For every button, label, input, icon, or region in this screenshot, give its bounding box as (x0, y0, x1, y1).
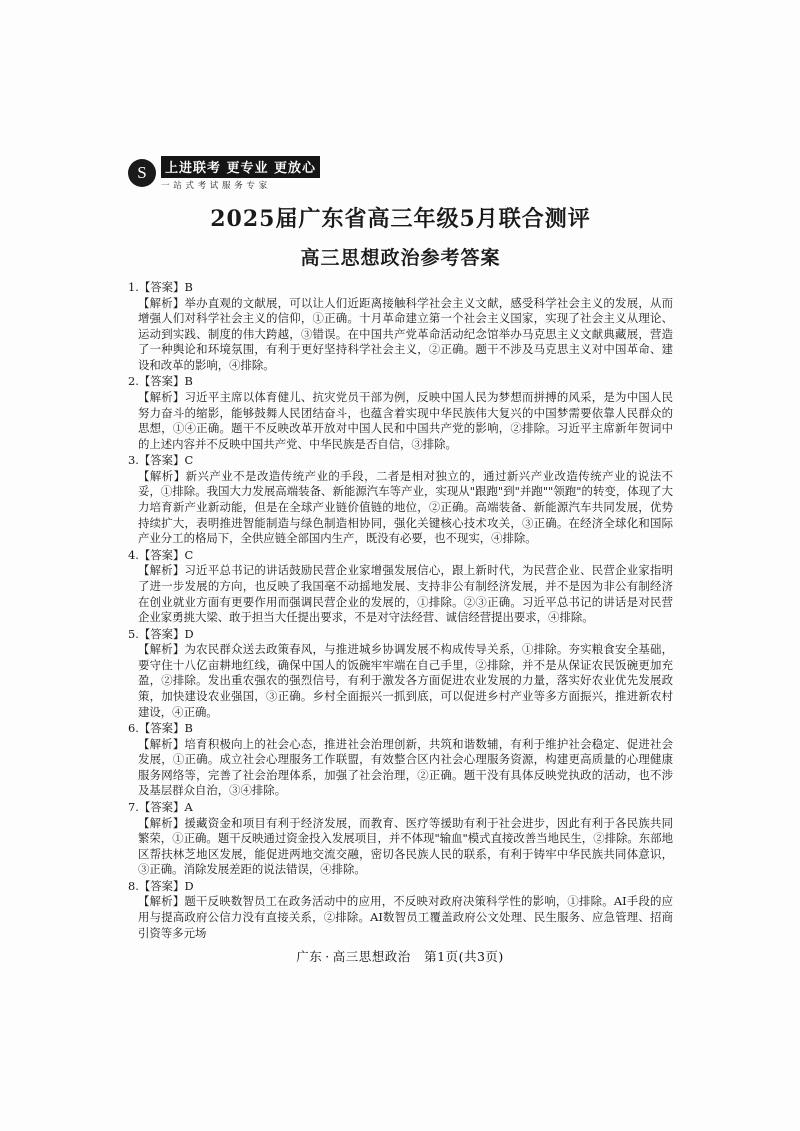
answer-choice: C (184, 547, 194, 562)
answer-line (128, 879, 673, 895)
answer-choice: B (184, 721, 193, 736)
answer-label: 【答案】 (138, 453, 185, 468)
logo-mark-icon: S (128, 159, 156, 187)
answer-label: 【答案】 (138, 280, 185, 294)
answer-number: 1. (128, 280, 139, 294)
answer-label: 【答案】 (138, 547, 185, 562)
answer-explanation: 【解析】为农民群众送去政策春风，与推进城乡协调发展不构成传导关系，①排除。夯实粮食安全基础，要守住十八亿亩耕地红线，确保中国人的饭碗牢牢端在自己手里，②排除，并不是从保证农民饭碗更加充盈，②排除。发出重农强农的强烈信号，有利于激发各方面促进农业发展的力量，落实好农业优先发展政策，加快建设农业强国，③正确。乡村全面振兴一抓到底，可以促进乡村产业等多方面振兴，推进新农村建设，④正确。 (138, 642, 673, 719)
answer-item (128, 721, 673, 799)
answer-explanation: 【解析】习近平总书记的讲话鼓励民营企业家增强发展信心，跟上新时代，为民营企业、民营企业家指明了进一步发展的方向，也反映了我国毫不动摇地发展、支持非公有制经济发展，并不是因为非公有制经济在创业就业方面有更要作用而强调民营企业的发展的，①排除。②③正确。习近平总书记的讲话是对民营企业家勇挑大梁、敢于担当大任提出要求，不是对守法经营、诚信经营提出要求，④排除。 (138, 563, 673, 625)
answer-line (128, 280, 673, 296)
answer-line (128, 800, 673, 816)
answer-choice: A (184, 800, 193, 815)
answer-choice: D (184, 626, 194, 641)
answer-number: 8. (128, 878, 139, 893)
answer-number: 4. (128, 547, 139, 562)
answer-label: 【答案】 (138, 626, 185, 641)
page-content (128, 158, 673, 942)
answer-explanation: 【解析】题干反映数智员工在政务活动中的应用，不反映对政府决策科学性的影响，①排除。AI手段的应用与提高政府公信力没有直接关系，②排除。AI数智员工覆盖政府公文处理、民生服务、应急管理、招商引资等多元场 (138, 894, 673, 940)
answer-explanation: 【解析】举办直观的文献展，可以让人们近距离接触科学社会主义文献，感受科学社会主义的发展，从而增强人们对科学社会主义的信仰，①正确。十月革命建立第一个社会主义国家，实现了社会主义从理论、运动到实践、制度的伟大跨越，③错误。在中国共产党革命活动纪念馆举办马克思主义文献典藏展，营造了一种舆论和环境氛围，有利于更好坚持科学社会主义，②正确。题干不涉及马克思主义对中国革命、建设和改革的影响，④排除。 (138, 295, 673, 372)
answer-choice: C (184, 453, 194, 468)
logo-main-text: 上进联考 更专业 更放心 (161, 156, 320, 178)
answer-explanation: 【解析】习近平主席以体育健儿、抗灾党员干部为例，反映中国人民为梦想而拼搏的风采，是为中国人民努力奋斗的缩影，能够鼓舞人民团结奋斗，也蕴含着实现中华民族伟大复兴的中国梦需要依靠人民群众的思想，①④正确。题干不反映改革开放对中国人民和中国共产党的影响，②排除。习近平主席新年贺词中的上述内容并不反映中国共产党、中华民族是否自信，③排除。 (138, 389, 673, 451)
answer-explanation: 【解析】援藏资金和项目有利于经济发展，而教育、医疗等援助有利于社会进步，因此有利于各民族共同繁荣，①正确。题干反映通过资金投入发展项目，并不体现"输血"模式直接改善当地民生，②排除。东部地区帮扶林芝地区发展，能促进两地交流交融，密切各民族人民的联系，有利于铸牢中华民族共同体意识，③正确。消除发展差距的说法错误，④排除。 (138, 815, 673, 877)
answer-number: 3. (128, 453, 139, 468)
answer-number: 2. (128, 374, 139, 389)
answer-label: 【答案】 (138, 374, 185, 389)
answer-label: 【答案】 (138, 721, 185, 736)
footer-region: 广东 (296, 949, 323, 964)
answer-label: 【答案】 (138, 800, 185, 815)
footer-separator: · (325, 949, 330, 964)
answer-line (128, 548, 673, 564)
footer-subject: 高三思想政治 (332, 949, 411, 964)
logo-text (161, 156, 320, 191)
page-title: 2025届广东省高三年级5月联合测评 (210, 206, 591, 232)
answer-choice: D (184, 878, 194, 893)
answer-line (128, 374, 673, 390)
answer-choice: B (184, 374, 193, 389)
answer-number: 6. (128, 721, 139, 736)
logo-sub-text: 一 站 式 考 试 服 务 专 家 (161, 180, 268, 191)
answer-explanation: 【解析】培育积极向上的社会心态，推进社会治理创新，共筑和谐数辅，有利于维护社会稳定、促进社会发展，①正确。成立社会心理服务工作联盟，有效整合区内社会心理服务资源，构建更高质量的心理健康服务网络等，完善了社会治理体系，加强了社会治理，②正确。题干没有具体反映党执政的活动，也不涉及基层群众自治，③④排除。 (138, 736, 673, 798)
answer-number: 5. (128, 626, 139, 641)
answer-item (128, 627, 673, 720)
answer-item (128, 800, 673, 878)
answer-line (128, 453, 673, 469)
page-footer (0, 947, 800, 965)
exam-logo (128, 158, 673, 191)
answer-line (128, 721, 673, 737)
answer-item (128, 879, 673, 941)
answer-number: 7. (128, 800, 139, 815)
answer-item (128, 280, 673, 373)
answer-choice: B (184, 280, 193, 294)
footer-page-number: 第1页(共3页) (424, 949, 504, 964)
answer-item (128, 548, 673, 626)
answer-label: 【答案】 (138, 878, 185, 893)
page-subtitle: 高三思想政治参考答案 (300, 247, 501, 269)
answer-item (128, 374, 673, 452)
answer-item (128, 453, 673, 546)
answer-explanation: 【解析】新兴产业不是改造传统产业的手段，二者是相对独立的，通过新兴产业改造传统产业的说法不妥，①排除。我国大力发展高端装备、新能源汽车等产业，实现从"跟跑"到"并跑""领跑"的转变，体现了大力培育新产业新动能，但是在全球产业链价值链的地位，②正确。高端装备、新能源汽车共同发展，优势持续扩大，表明推进智能制造与绿色制造相协同，强化关键核心技术攻关，③正确。在经济全球化和国际产业分工的格局下，全供应链全部国内生产，既没有必要，也不现实，④排除。 (138, 468, 673, 546)
answer-line (128, 627, 673, 643)
